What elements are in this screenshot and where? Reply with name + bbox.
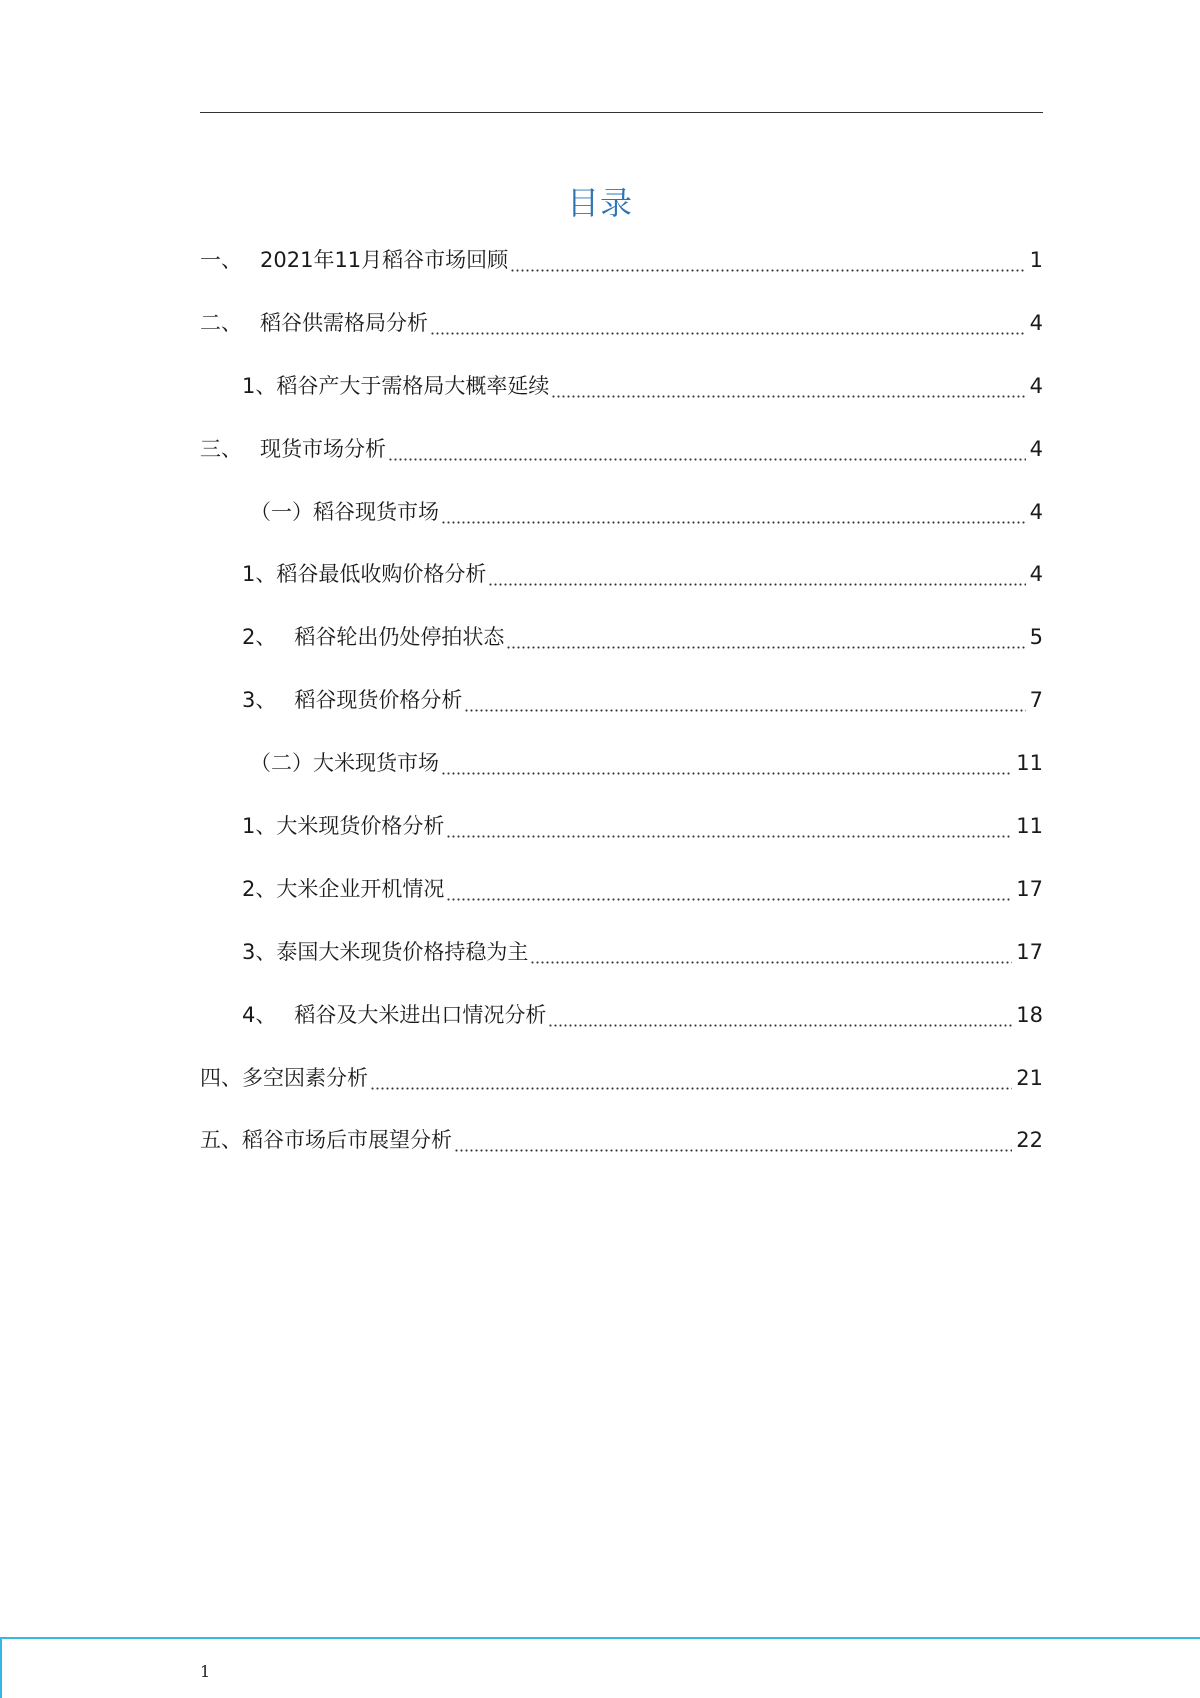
toc-entry-page: 17 <box>1016 939 1043 964</box>
toc-entry[interactable] <box>200 554 1043 617</box>
toc-entry-page: 4 <box>1029 310 1043 335</box>
toc-dot-leader <box>446 869 1012 909</box>
toc-dot-leader <box>488 554 1025 594</box>
toc-dot-leader <box>441 492 1026 532</box>
toc-entry-page: 22 <box>1016 1128 1043 1153</box>
toc-entry-number: 4、 <box>242 1002 277 1027</box>
page-number: 1 <box>200 1662 211 1681</box>
toc-entry-text: 1、稻谷产大于需格局大概率延续 <box>242 373 550 398</box>
page-title: 目录 <box>566 184 633 222</box>
toc-entry-text: 2021年11月稻谷市场回顾 <box>260 248 509 272</box>
toc-entry-number: 三、 <box>200 436 242 461</box>
toc-entry-text: 1、大米现货价格分析 <box>242 814 445 839</box>
toc-dot-leader <box>370 1058 1012 1098</box>
toc-dot-leader <box>510 240 1025 280</box>
toc-entry[interactable] <box>200 995 1043 1058</box>
toc-entry-page: 17 <box>1016 876 1043 901</box>
toc-entry-number: 2、 <box>242 625 277 650</box>
toc-entry[interactable] <box>200 1120 1043 1183</box>
toc-entry-page: 4 <box>1029 499 1043 524</box>
toc-entry-text: 现货市场分析 <box>260 436 386 461</box>
toc-entry-text: 3、泰国大米现货价格持稳为主 <box>242 939 529 964</box>
toc-entry-text: 稻谷供需格局分析 <box>260 310 428 335</box>
toc-dot-leader <box>551 366 1025 406</box>
toc-entry-number: 3、 <box>242 688 277 713</box>
toc-entry-page: 11 <box>1016 751 1043 776</box>
toc-entry-page: 21 <box>1016 1065 1043 1090</box>
toc-entry-page: 1 <box>1029 248 1043 272</box>
toc-entry-page: 7 <box>1029 688 1043 713</box>
toc-entry-page: 5 <box>1029 625 1043 650</box>
header-rule <box>200 112 1043 113</box>
toc-entry-text: 四、多空因素分析 <box>200 1065 368 1090</box>
toc-entry[interactable] <box>200 492 1043 555</box>
toc-dot-leader <box>454 1120 1012 1160</box>
footer-rule <box>0 1637 1200 1698</box>
toc-entry[interactable] <box>200 869 1043 932</box>
toc-entry-text: 稻谷及大米进出口情况分析 <box>294 1002 547 1027</box>
toc-entry-number: 一、 <box>200 248 242 272</box>
toc-entry-number: 二、 <box>200 310 242 335</box>
toc-dot-leader <box>464 680 1025 720</box>
toc-entry[interactable] <box>200 303 1043 366</box>
toc-entry[interactable] <box>200 240 1043 303</box>
toc-entry[interactable] <box>200 932 1043 995</box>
toc-dot-leader <box>441 743 1012 783</box>
toc-dot-leader <box>548 995 1012 1035</box>
toc-dot-leader <box>446 806 1012 846</box>
toc-dot-leader <box>430 303 1026 343</box>
toc-entry[interactable] <box>200 429 1043 492</box>
toc-entry[interactable] <box>200 366 1043 429</box>
toc-entry-page: 4 <box>1029 436 1043 461</box>
toc-entry-text: 稻谷轮出仍处停拍状态 <box>294 625 505 650</box>
toc-entry-text: 1、稻谷最低收购价格分析 <box>242 562 487 587</box>
toc-entry-text: 2、大米企业开机情况 <box>242 876 445 901</box>
toc-entry-text: （一）稻谷现货市场 <box>250 499 439 524</box>
toc-entry[interactable] <box>200 617 1043 680</box>
toc-entry[interactable] <box>200 806 1043 869</box>
toc-dot-leader <box>388 429 1026 469</box>
toc-entry-text: 五、稻谷市场后市展望分析 <box>200 1128 452 1153</box>
toc-entry-page: 11 <box>1016 814 1043 839</box>
toc-entry-page: 4 <box>1029 562 1043 587</box>
toc-entry[interactable] <box>200 1058 1043 1121</box>
toc-entry-text: （二）大米现货市场 <box>250 751 439 776</box>
table-of-contents <box>200 240 1043 1183</box>
toc-entry-page: 4 <box>1029 373 1043 398</box>
toc-entry[interactable] <box>200 743 1043 806</box>
toc-entry-text: 稻谷现货价格分析 <box>294 688 463 713</box>
toc-dot-leader <box>506 617 1025 657</box>
toc-entry[interactable] <box>200 680 1043 743</box>
toc-entry-page: 18 <box>1016 1002 1043 1027</box>
toc-dot-leader <box>530 932 1012 972</box>
